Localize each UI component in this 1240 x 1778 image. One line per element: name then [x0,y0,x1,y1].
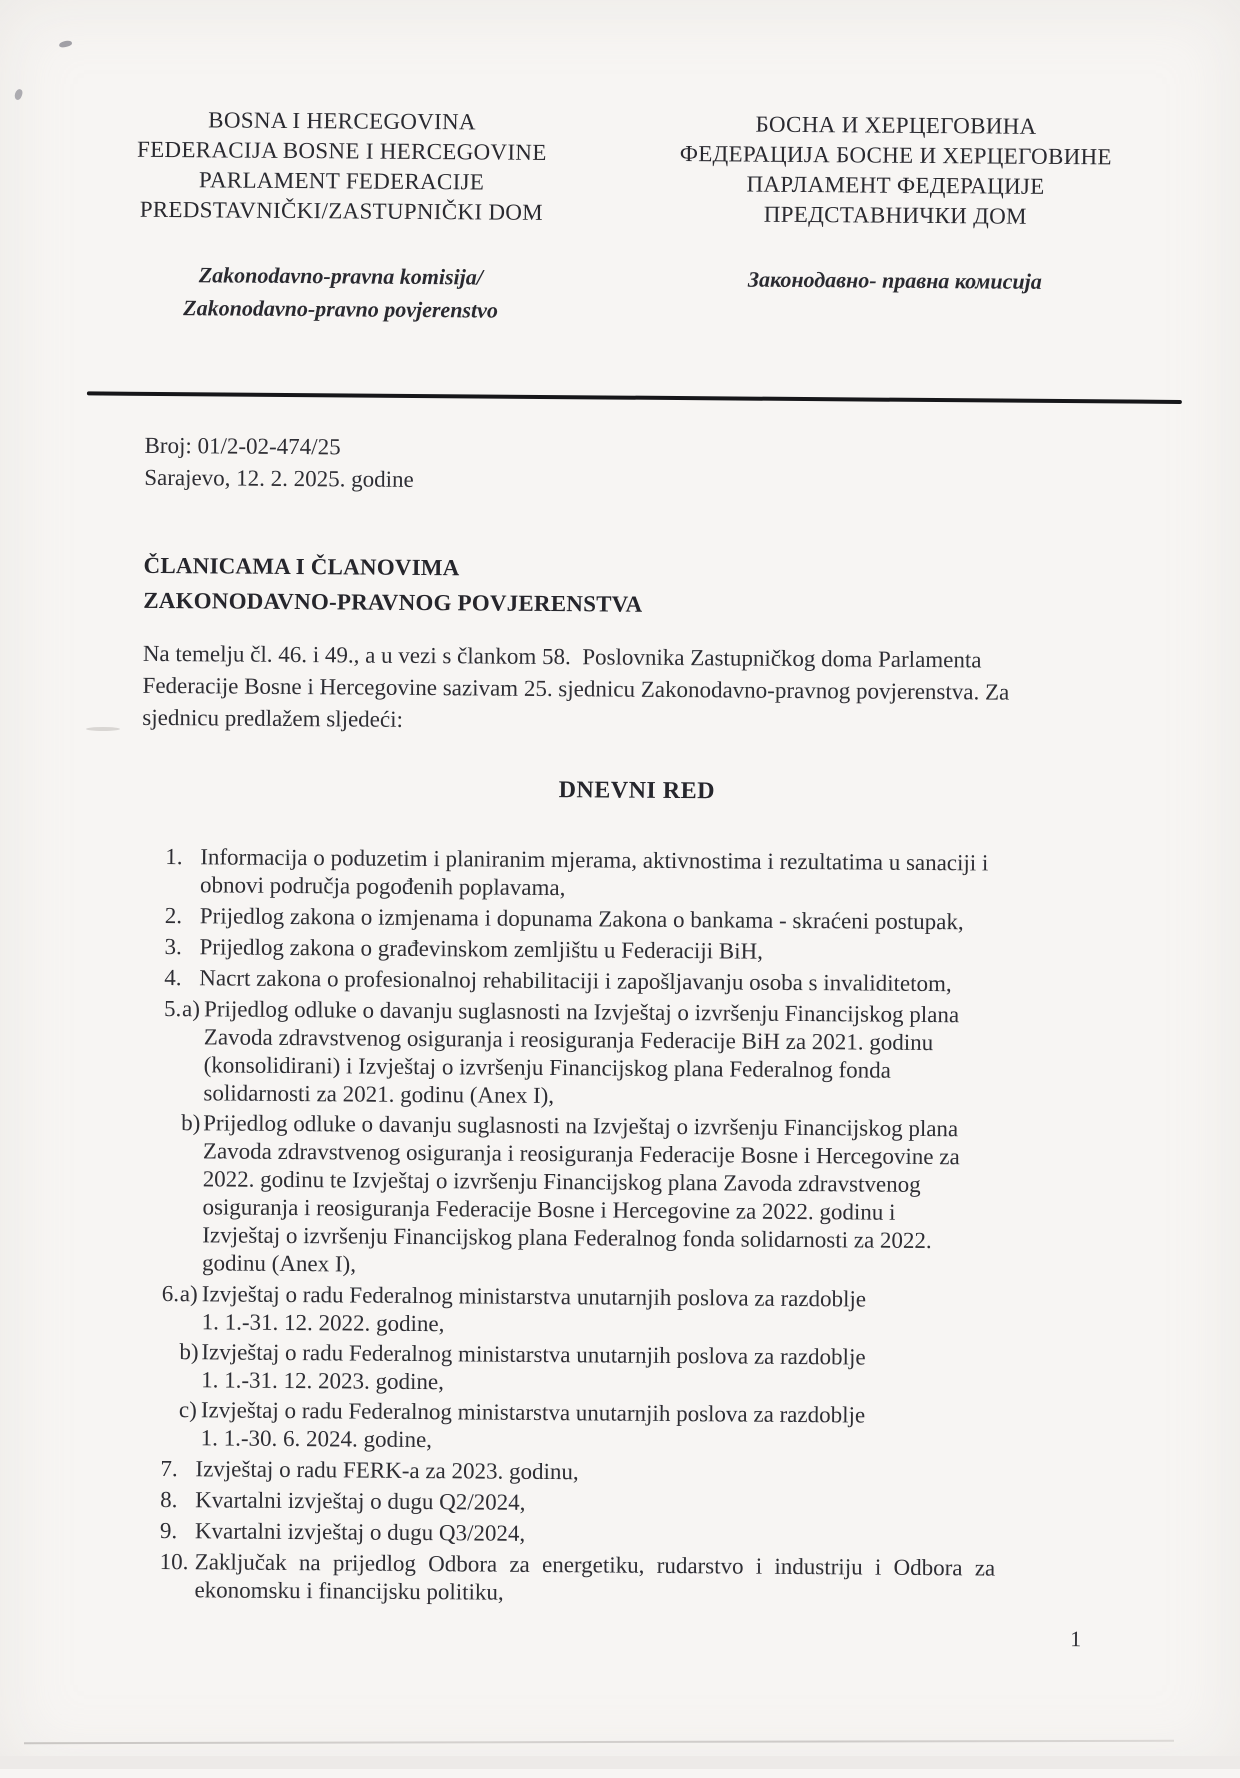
agenda-subitem-label: b) [179,1339,199,1365]
letterhead [0,0,1240,332]
agenda-subitem [179,1338,1139,1402]
agenda-item-number: 1. [165,844,183,870]
agenda-item-number: 2. [164,903,183,929]
agenda-item-text: Zaključak na prijedlog Odbora za energetiku, rudarstvo i industriju i Odbora za ekonomsku i financijsku politiku, [194,1549,996,1605]
intro-paragraph: Na temelju čl. 46. i 49., a u vezi s člankom 58. Poslovnika Zastupničkog doma Parlamenta Federacije Bosne i Hercegovine sazivam 25. sjednicu Zakonodavno-pravnog povjerenstva. Za sjednicu predlažem sljedeći: [142,640,1010,732]
agenda-item-number: 9. [159,1517,178,1544]
agenda-item [165,843,1143,907]
agenda-subitem-text: Prijedlog odluke o davanju suglasnosti na Izvještaj o izvršenju Financijskog plana Zavoda zdravstvenog osiguranja i reosiguranja Federacije Bosne i Hercegovine za 2022. godinu te Izvještaj o izvršenju Financijskog plana Zavoda zdravstvenog osiguranja i reosiguranja Federacije Bosne i Hercegovine za 2022. godinu i Izvještaj o izvršenju Financijskog plana Federalnog fonda solidarnosti za 2022. godinu (Anex I), [201,1110,960,1277]
agenda-item-number: 6. [161,1280,180,1307]
committee-name-latin: Zakonodavno-pravna komisija/ Zakonodavno-pravno povjerenstvo [183,262,499,323]
header-divider [87,391,1182,404]
agenda-item [160,1486,1138,1522]
committee-name-cyrillic: Законодавно- правна комисија [747,266,1042,294]
letterhead-right-block [617,109,1173,332]
agenda-item [162,995,1142,1285]
agenda-item [164,964,1142,1000]
agenda-item-number: 5. [163,996,182,1022]
letterhead-left-block [63,104,619,327]
agenda-item-text: Kvartalni izvještaj o dugu Q3/2024, [194,1518,526,1546]
scan-bottom-edge [0,1756,1240,1769]
agenda-subitem-label: a) [179,1281,198,1307]
agenda-subitem [181,995,1142,1115]
agenda-list [159,843,1143,1612]
agenda-item [165,902,1143,938]
agenda-item-text: Informacija o poduzetim i planiranim mjerama, aktivnostima i rezultatima u sanaciji i obnovi područja pogođenih poplavama, [199,844,989,901]
agenda-item [164,933,1142,969]
document-meta [144,430,1236,503]
agenda-item [160,1517,1138,1553]
agenda-subitem-label: b) [181,1110,201,1136]
agenda-subitem [180,1109,1141,1285]
agenda-subitem [180,1280,1140,1344]
agenda-subitem-text: Prijedlog odluke o davanju suglasnosti na Izvještaj o izvršenju Financijskog plana Zavoda zdravstvenog osiguranja i reosiguranja Federacije BiH za 2021. godinu (konsolidirani) i Izvještaj o izvršenju Financijskog plana Federalnog fonda solidarnosti za 2021. godinu (Anex I), [203,996,960,1109]
agenda-item-text: Prijedlog zakona o građevinskom zemljištu u Federaciji BiH, [199,934,764,964]
agenda-item-number: 10. [159,1548,189,1575]
agenda-subitem-text: Izvještaj o radu Federalnog ministarstva unutarnjih poslova za razdoblje 1. 1.-31. 12. 2023. godine, [201,1339,866,1395]
institution-name-latin: BOSNA I HERCEGOVINA FEDERACIJA BOSNE I HERCEGOVINE PARLAMENT FEDERACIJE PREDSTAVNIČKI/ZASTUPNIČKI DOM [136,107,547,225]
agenda-item-text: Nacrt zakona o profesionalnoj rehabilitaciji i zapošljavanju osoba s invaliditetom, [199,965,952,997]
agenda-item-text: Prijedlog zakona o izmjenama i dopunama Zakona o bankama - skraćeni postupak, [199,903,964,935]
agenda-item-number: 4. [164,965,182,991]
agenda-subitem-label: a) [181,996,201,1022]
agenda-subitem-text: Izvještaj o radu Federalnog ministarstva unutarnjih poslova za razdoblje 1. 1.-31. 12. 2022. godine, [201,1281,867,1337]
agenda-item-text [179,1280,1140,1460]
agenda-subitem [179,1396,1139,1460]
agenda-item [159,1548,1137,1612]
page-number: 1 [1070,1626,1082,1652]
agenda-item [160,1455,1138,1491]
agenda-item-number: 3. [164,934,182,960]
addressee: ČLANICAMA I ČLANOVIMA ZAKONODAVNO-PRAVNOG POVJERENSTVA [143,552,643,617]
institution-name-cyrillic: БОСНА И ХЕРЦЕГОВИНА ФЕДЕРАЦИЈА БОСНЕ И ХЕРЦЕГОВИНЕ ПАРЛАМЕНТ ФЕДЕРАЦИЈЕ ПРЕДСТАВНИЧКИ ДОМ [679,111,1112,229]
agenda-item-text: Kvartalni izvještaj o dugu Q2/2024, [195,1487,526,1515]
agenda-item [161,1280,1140,1460]
place-and-date: Sarajevo, 12. 2. 2025. godine [144,464,414,492]
agenda-subitem-label: c) [178,1397,197,1423]
agenda-item-text: Izvještaj o radu FERK-a za 2023. godinu, [195,1456,579,1485]
reference-number: Broj: 01/2-02-474/25 [144,432,341,460]
agenda-title: DNEVNI RED [558,777,716,805]
agenda-subitem-text: Izvještaj o radu Federalnog ministarstva unutarnjih poslova za razdoblje 1. 1.-30. 6. 2024. godine, [200,1397,866,1453]
agenda-item-text [180,995,1142,1285]
agenda-item-number: 7. [160,1455,178,1482]
agenda-item-number: 8. [160,1486,178,1513]
